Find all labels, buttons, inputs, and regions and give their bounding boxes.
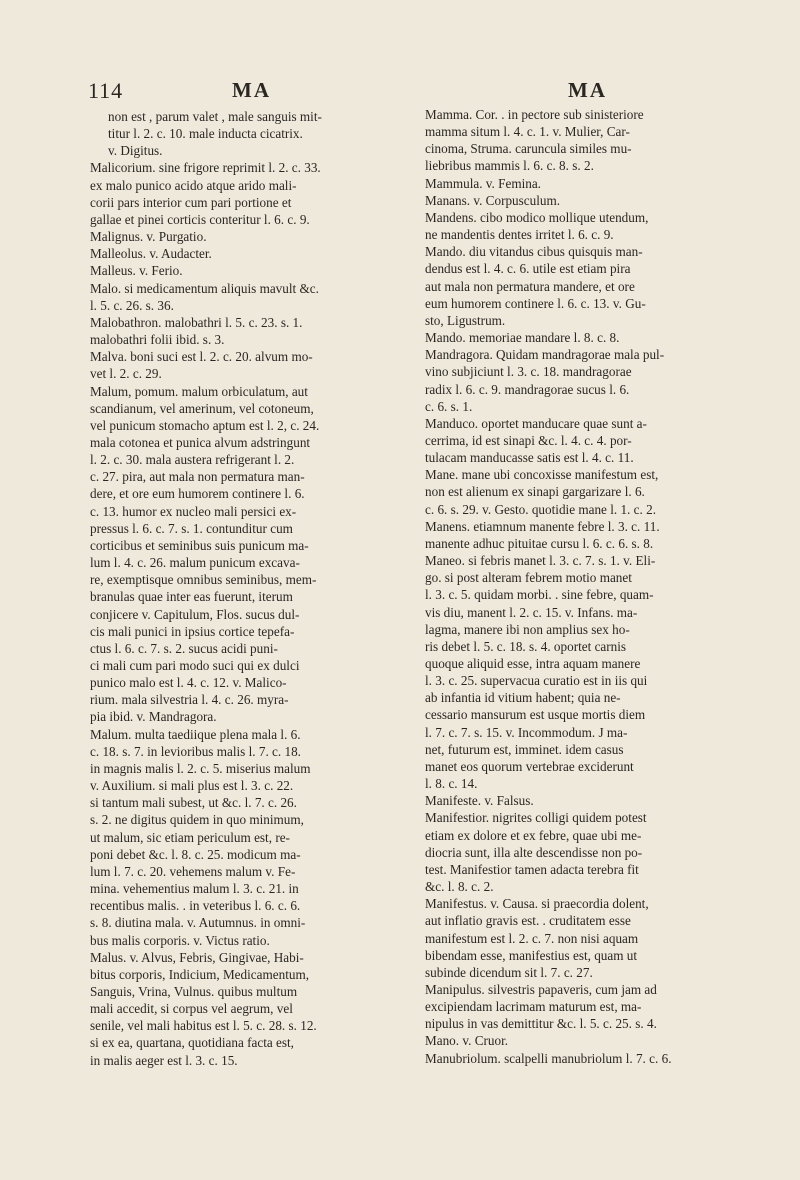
entry-line: Mando. diu vitandus cibus quisquis man- — [425, 244, 643, 260]
entry-line: excipiendam lacrimam maturum est, ma- — [425, 999, 642, 1015]
entry-line: pressus l. 6. c. 7. s. 1. contunditur cum — [90, 520, 293, 536]
entry-line: v. Digitus. — [108, 143, 163, 159]
entry-line: c. 6. s. 29. v. Gesto. quotidie mane l. 1. c. 2. — [425, 501, 656, 517]
entry-line: subinde dicendum sit l. 7. c. 27. — [425, 964, 593, 980]
entry-line: punico malo est l. 4. c. 12. v. Malico- — [90, 675, 287, 691]
entry-line: gallae et pinei corticis conteritur l. 6. c. 9. — [90, 211, 310, 227]
entry-line: tulacam manducasse satis est l. 4. c. 11. — [425, 450, 634, 466]
entry-line: conjicere v. Capitulum, Flos. sucus dul- — [90, 606, 300, 622]
entry-line: c. 27. pira, aut mala non permatura man- — [90, 469, 305, 485]
entry-line: Manubriolum. scalpelli manubriolum l. 7. c. 6. — [425, 1050, 672, 1066]
entry-line: Malleus. v. Ferio. — [90, 263, 183, 279]
dictionary-entry — [90, 383, 412, 726]
entry-line: bitus corporis, Indicium, Medicamentum, — [90, 966, 310, 982]
dictionary-entry — [425, 552, 763, 792]
dictionary-entry — [425, 895, 763, 981]
entry-line: Manipulus. silvestris papaveris, cum jam ad — [425, 981, 657, 997]
entry-line: c. 13. humor ex nucleo mali persici ex- — [90, 503, 297, 519]
entry-line: recentibus malis. . in veteribus l. 6. c. 6. — [90, 898, 301, 914]
entry-line: Malo. si medicamentum aliquis mavult &c. — [90, 280, 319, 296]
entry-line: &c. l. 8. c. 2. — [425, 879, 494, 895]
entry-line: mali accedit, si corpus vel aegrum, vel — [90, 1001, 293, 1017]
entry-line: mamma situm l. 4. c. 1. v. Mulier, Car- — [425, 124, 630, 140]
entry-line: dendus est l. 4. c. 6. utile est etiam pira — [425, 261, 631, 277]
dictionary-entry — [425, 346, 763, 415]
entry-line: branulas quae inter eas fuerunt, iterum — [90, 589, 293, 605]
entry-line: c. 6. s. 1. — [425, 398, 473, 414]
entry-line: Manans. v. Corpusculum. — [425, 192, 561, 208]
dictionary-entry — [90, 159, 412, 228]
dictionary-entry — [425, 518, 763, 552]
entry-line: manifestum est l. 2. c. 7. non nisi aquam — [425, 930, 639, 946]
dictionary-entry — [90, 280, 412, 314]
right-column — [425, 106, 763, 1067]
dictionary-entry — [90, 726, 412, 949]
dictionary-entry — [425, 243, 763, 329]
entry-line: ex malo punico acido atque arido mali- — [90, 177, 297, 193]
entry-line: vet l. 2. c. 29. — [90, 366, 162, 382]
entry-line: Mandragora. Quidam mandragorae mala pul- — [425, 347, 665, 363]
running-head-right: MA — [568, 78, 607, 102]
entry-line: in malis aeger est l. 3. c. 15. — [90, 1052, 238, 1068]
entry-line: nipulus in vas demittitur &c. l. 5. c. 25. s. 4. — [425, 1016, 657, 1032]
entry-line: mala cotonea et punica alvum adstringunt — [90, 434, 311, 450]
entry-line: malobathri folii ibid. s. 3. — [90, 332, 225, 348]
dictionary-entry — [425, 809, 763, 895]
entry-line: cis mali punici in ipsius cortice tepefa- — [90, 623, 295, 639]
entry-line: cerrima, id est sinapi &c. l. 4. c. 4. por- — [425, 432, 632, 448]
dictionary-entry — [425, 466, 763, 517]
entry-line: eum humorem continere l. 6. c. 13. v. Gu- — [425, 295, 646, 311]
entry-line: radix l. 6. c. 9. mandragorae sucus l. 6. — [425, 381, 630, 397]
entry-line: Malleolus. v. Audacter. — [90, 246, 212, 262]
entry-line: aut mala non permatura mandere, et ore — [425, 278, 635, 294]
dictionary-entry — [425, 1032, 763, 1049]
entry-line: Mane. mane ubi concoxisse manifestum est, — [425, 467, 659, 483]
entry-line: bus malis corporis. v. Victus ratio. — [90, 932, 270, 948]
dictionary-entry — [90, 348, 412, 382]
entry-line: sto, Ligustrum. — [425, 312, 506, 328]
dictionary-entry — [90, 108, 412, 159]
entry-line: l. 3. c. 5. quidam morbi. . sine febre, quam- — [425, 587, 654, 603]
entry-line: Mano. v. Cruor. — [425, 1033, 509, 1049]
dictionary-entry — [425, 415, 763, 466]
entry-line: Malus. v. Alvus, Febris, Gingivae, Habi- — [90, 949, 304, 965]
entry-line: s. 2. ne digitus quidem in quo minimum, — [90, 812, 304, 828]
entry-line: ne mandentis dentes irritet l. 6. c. 9. — [425, 227, 614, 243]
entry-line: vel punicum stomacho aptum est l. 2, c. 24. — [90, 417, 320, 433]
entry-line: l. 7. c. 7. s. 15. v. Incommodum. J ma- — [425, 724, 628, 740]
entry-line: lagma, manere ibi non amplius sex ho- — [425, 621, 630, 637]
entry-line: pia ibid. v. Mandragora. — [90, 709, 217, 725]
entry-line: non est alienum ex sinapi gargarizare l. 6. — [425, 484, 645, 500]
entry-line: lum l. 7. c. 20. vehemens malum v. Fe- — [90, 863, 296, 879]
entry-line: Malva. boni suci est l. 2. c. 20. alvum mo- — [90, 349, 313, 365]
entry-line: Manifestior. nigrites colligi quidem potest — [425, 810, 647, 826]
entry-line: rium. mala silvestria l. 4. c. 26. myra- — [90, 692, 289, 708]
entry-line: test. Manifestior tamen adacta terebra fit — [425, 861, 639, 877]
entry-line: Sanguis, Vrina, Vulnus. quibus multum — [90, 983, 298, 999]
dictionary-entry — [90, 314, 412, 348]
entry-line: Malum. multa taediique plena mala l. 6. — [90, 726, 301, 742]
entry-line: manente adhuc pituitae cursu l. 6. c. 6. s. 8. — [425, 535, 654, 551]
entry-line: Manens. etiamnum manente febre l. 3. c. 11. — [425, 518, 660, 534]
dictionary-entry — [425, 209, 763, 243]
entry-line: ris debet l. 5. c. 18. s. 4. oportet carnis — [425, 638, 627, 654]
dictionary-entry — [90, 245, 412, 262]
entry-line: Manifestus. v. Causa. si praecordia dolent, — [425, 896, 649, 912]
entry-line: Malignus. v. Purgatio. — [90, 229, 207, 245]
left-column — [90, 108, 412, 1069]
entry-line: ci mali cum pari modo suci qui ex dulci — [90, 658, 300, 673]
entry-line: titur l. 2. c. 10. male inducta cicatrix. — [108, 126, 303, 142]
entry-line: etiam ex dolore et ex febre, quae ubi me- — [425, 827, 642, 843]
entry-line: Maneo. si febris manet l. 3. c. 7. s. 1. v. Eli- — [425, 553, 656, 569]
entry-line: Mandens. cibo modico mollique utendum, — [425, 209, 649, 225]
entry-line: vis diu, manent l. 2. c. 15. v. Infans. ma- — [425, 604, 638, 620]
entry-line: Malum, pomum. malum orbiculatum, aut — [90, 383, 308, 399]
entry-line: manet eos quorum vertebrae exciderunt — [425, 758, 634, 774]
entry-line: net, futurum est, imminet. idem casus — [425, 741, 624, 757]
entry-line: in magnis malis l. 2. c. 5. miserius malum — [90, 760, 311, 776]
entry-line: go. si post alteram febrem motio manet — [425, 570, 632, 586]
entry-line: c. 18. s. 7. in levioribus malis l. 7. c. 18. — [90, 743, 301, 759]
dictionary-entry — [425, 1050, 763, 1067]
dictionary-entry — [90, 262, 412, 279]
entry-line: ut malum, sic etiam periculum est, re- — [90, 829, 290, 845]
entry-line: re, exemptisque omnibus seminibus, mem- — [90, 572, 317, 588]
entry-line: poni debet &c. l. 8. c. 25. modicum ma- — [90, 846, 301, 862]
entry-line: aut inflatio gravis est. . cruditatem esse — [425, 913, 631, 929]
dictionary-entry — [425, 192, 763, 209]
dictionary-entry — [90, 949, 412, 1069]
entry-line: corticibus et seminibus suis punicum ma- — [90, 537, 309, 553]
dictionary-entry — [425, 175, 763, 192]
entry-line: si tantum mali subest, ut &c. l. 7. c. 26. — [90, 795, 297, 811]
entry-line: quoque aliquid esse, intra aquam manere — [425, 656, 641, 671]
entry-line: cinoma, Struma. caruncula similes mu- — [425, 141, 632, 157]
entry-line: diocria sunt, illa alte descendisse non po- — [425, 844, 643, 860]
entry-line: senile, vel mali habitus est l. 5. c. 28. s. 12. — [90, 1018, 317, 1034]
entry-line: l. 8. c. 14. — [425, 776, 478, 792]
entry-line: si ex ea, quartana, quotidiana facta est, — [90, 1035, 294, 1051]
entry-line: ab infantia id vitium habent; quia ne- — [425, 690, 621, 706]
entry-line: mina. vehementius malum l. 3. c. 21. in — [90, 881, 299, 897]
entry-line: cessario mansurum est usque mortis diem — [425, 707, 646, 723]
entry-line: ctus l. 6. c. 7. s. 2. sucus acidi puni- — [90, 640, 278, 656]
entry-line: lum l. 4. c. 26. malum punicum excava- — [90, 555, 300, 571]
entry-line: s. 8. diutina mala. v. Autumnus. in omni- — [90, 915, 306, 931]
dictionary-entry — [425, 792, 763, 809]
page-number: 114 — [88, 78, 124, 103]
entry-line: bibendam esse, manifestius est, quam ut — [425, 947, 638, 963]
entry-line: scandianum, vel amerinum, vel cotoneum, — [90, 400, 314, 416]
entry-line: non est , parum valet , male sanguis mit- — [108, 109, 322, 124]
dictionary-entry — [90, 228, 412, 245]
entry-line: corii pars interior cum pari portione et — [90, 194, 292, 210]
entry-line: l. 5. c. 26. s. 36. — [90, 297, 174, 313]
entry-line: l. 3. c. 25. supervacua curatio est in iis qui — [425, 673, 648, 689]
dictionary-entry — [425, 981, 763, 1032]
entry-line: Mando. memoriae mandare l. 8. c. 8. — [425, 330, 620, 346]
page-header — [0, 78, 800, 108]
entry-line: v. Auxilium. si mali plus est l. 3. c. 22. — [90, 778, 294, 794]
running-head-left: MA — [232, 78, 271, 102]
entry-line: liebribus mammis l. 6. c. 8. s. 2. — [425, 158, 594, 174]
dictionary-entry — [425, 106, 763, 175]
entry-line: Mammula. v. Femina. — [425, 175, 541, 191]
entry-line: l. 2. c. 30. mala austera refrigerant l. 2. — [90, 452, 295, 468]
entry-line: Malobathron. malobathri l. 5. c. 23. s. 1. — [90, 314, 303, 330]
entry-line: Mamma. Cor. . in pectore sub sinisteriore — [425, 107, 644, 122]
entry-line: Manduco. oportet manducare quae sunt a- — [425, 415, 647, 431]
entry-line: Manifeste. v. Falsus. — [425, 793, 534, 809]
entry-line: dere, et ore eum humorem continere l. 6. — [90, 486, 305, 502]
dictionary-entry — [425, 329, 763, 346]
entry-line: Malicorium. sine frigore reprimit l. 2. c. 33. — [90, 160, 321, 176]
entry-line: vino subjiciunt l. 3. c. 18. mandragorae — [425, 364, 632, 380]
